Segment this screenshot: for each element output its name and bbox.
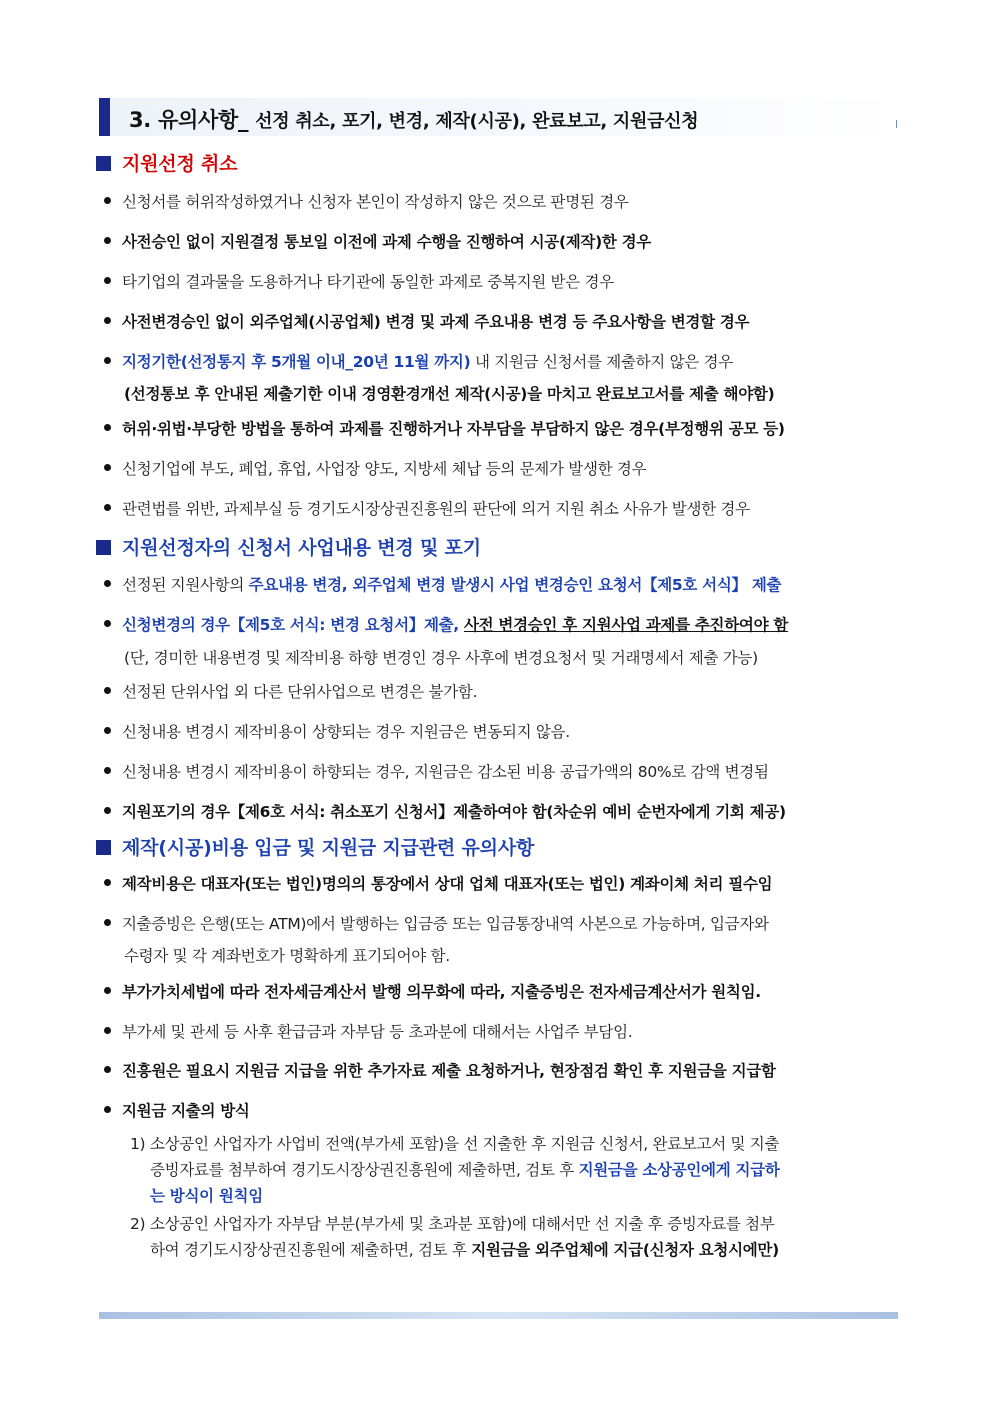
- square-bullet-icon: [96, 540, 111, 555]
- method-item-2-line2: [150, 1238, 779, 1260]
- item-underlined: 사전 변경승인 후 지원사업 과제를 추진하여야 함: [463, 616, 789, 634]
- title-main: 3. 유의사항_: [129, 108, 249, 132]
- title-accent-bar: [99, 98, 110, 136]
- title-tick-mark: [896, 120, 897, 128]
- item-highlight: 주요내용 변경, 외주업체 변경 발생시 사업 변경승인 요청서【제5호 서식】 제출: [248, 576, 782, 594]
- title-sub: 선정 취소, 포기, 변경, 제작(시공), 완료보고, 지원금신청: [255, 111, 699, 132]
- list-item-deadline: [122, 350, 733, 372]
- list-item: 신청내용 변경시 제작비용이 상향되는 경우 지원금은 변동되지 않음.: [122, 720, 570, 742]
- list-item: 진흥원은 필요시 지원금 지급을 위한 추가자료 제출 요청하거나, 현장점검 확인 후 지원금을 지급함: [122, 1059, 776, 1081]
- deadline-note: (선정통보 후 안내된 제출기한 이내 경영환경개선 제작(시공)을 마치고 완료보고서를 제출 해야함): [124, 385, 775, 403]
- method-item-2: 2) 소상공인 사업자가 자부담 부분(부가세 및 초과분 포함)에 대해서만 선 지출 후 증빙자료를 첨부: [130, 1215, 775, 1233]
- section-heading-payment: 제작(시공)비용 입금 및 지원금 지급관련 유의사항: [96, 833, 534, 860]
- list-item: 허위·위법·부당한 방법을 통하여 과제를 진행하거나 자부담을 부담하지 않은 경우(부정행위 공모 등): [122, 417, 785, 439]
- section-heading-cancel: 지원선정 취소: [96, 149, 237, 176]
- change-note: (단, 경미한 내용변경 및 제작비용 하향 변경인 경우 사후에 변경요청서 및 거래명세서 제출 가능): [124, 649, 758, 667]
- list-item: 지원금 지출의 방식: [122, 1099, 250, 1121]
- method-highlight: 지원금을 소상공인에게 지급하: [578, 1161, 780, 1179]
- section-heading-change: 지원선정자의 신청서 사업내용 변경 및 포기: [96, 533, 481, 560]
- footer-bar: [99, 1312, 898, 1319]
- section-title-bar: [99, 98, 899, 136]
- method-item-1: 1) 소상공인 사업자가 사업비 전액(부가세 포함)을 선 지출한 후 지원금 신청서, 완료보고서 및 지출: [130, 1135, 780, 1153]
- list-item: 지원포기의 경우【제6호 서식: 취소포기 신청서】제출하여야 함(차순위 예비 순번자에게 기회 제공): [122, 800, 786, 822]
- list-item: 제작비용은 대표자(또는 법인)명의의 통장에서 상대 업체 대표자(또는 법인) 계좌이체 처리 필수임: [122, 872, 772, 894]
- list-item: 지출증빙은 은행(또는 ATM)에서 발행하는 입금증 또는 입금통장내역 사본으로 가능하며, 입금자와: [122, 912, 769, 934]
- deadline-highlight: 지정기한(선정통지 후 5개월 이내_20년 11월 까지): [122, 353, 471, 371]
- list-item: 사전승인 없이 지원결정 통보일 이전에 과제 수행을 진행하여 시공(제작)한 경우: [122, 230, 651, 252]
- page-title: [129, 104, 698, 134]
- list-item: 부가세 및 관세 등 사후 환급금과 자부담 등 초과분에 대해서는 사업주 부담임.: [122, 1020, 632, 1042]
- method-text: 증빙자료를 첨부하여 경기도시장상권진흥원에 제출하면, 검토 후: [150, 1161, 579, 1179]
- square-bullet-icon: [96, 156, 111, 171]
- list-item-continued: 수령자 및 각 계좌번호가 명확하게 표기되어야 함.: [124, 947, 450, 965]
- item-text: 선정된 지원사항의: [122, 576, 249, 594]
- method-text: 하여 경기도시장상권진흥원에 제출하면, 검토 후: [150, 1241, 472, 1259]
- list-item: 신청서를 허위작성하였거나 신청자 본인이 작성하지 않은 것으로 판명된 경우: [122, 190, 629, 212]
- square-bullet-icon: [96, 840, 111, 855]
- list-item: 관련법를 위반, 과제부실 등 경기도시장상권진흥원의 판단에 의거 지원 취소 사유가 발생한 경우: [122, 497, 750, 519]
- list-item: [122, 613, 788, 635]
- method-item-1-line2: [150, 1158, 780, 1180]
- item-highlight: 신청변경의 경우【제5호 서식: 변경 요청서】제출,: [122, 616, 464, 634]
- method-bold: 지원금을 외주업체에 지급(신청자 요청시에만): [471, 1241, 779, 1259]
- deadline-rest: 내 지원금 신청서를 제출하지 않은 경우: [470, 353, 733, 371]
- method-item-1-line3: 는 방식이 원칙임: [150, 1187, 263, 1205]
- list-item: 타기업의 결과물을 도용하거나 타기관에 동일한 과제로 중복지원 받은 경우: [122, 270, 614, 292]
- list-item: 사전변경승인 없이 외주업체(시공업체) 변경 및 과제 주요내용 변경 등 주요사항을 변경할 경우: [122, 310, 749, 332]
- list-item: 부가가치세법에 따라 전자세금계산서 발행 의무화에 따라, 지출증빙은 전자세금계산서가 원칙임.: [122, 980, 761, 1002]
- list-item: [122, 573, 781, 595]
- list-item: 선정된 단위사업 외 다른 단위사업으로 변경은 불가함.: [122, 680, 477, 702]
- list-item: 신청기업에 부도, 폐업, 휴업, 사업장 양도, 지방세 체납 등의 문제가 발생한 경우: [122, 457, 646, 479]
- list-item: 신청내용 변경시 제작비용이 하향되는 경우, 지원금은 감소된 비용 공급가액의 80%로 감액 변경됨: [122, 760, 769, 782]
